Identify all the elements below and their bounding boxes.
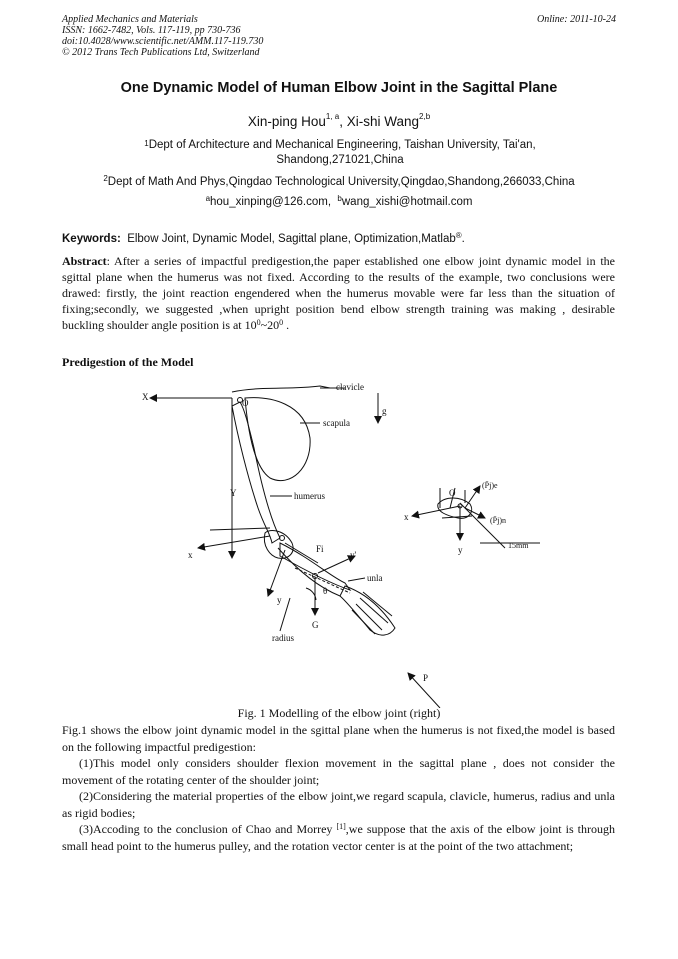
doi-line[interactable]: doi:10.4028/www.scientific.net/AMM.117-119.730 [62,36,264,47]
inset-label-O: O [449,488,456,498]
label-humerus: humerus [294,491,325,501]
label-y-prime: y' [350,550,357,560]
label-g: g [382,406,387,416]
inset-label-pe: (P̄j)e [482,481,498,490]
affiliation-2-text: Dept of Math And Phys,Qingdao Technological University,Qingdao,Shandong,266033,China [107,176,575,188]
label-radius: radius [272,633,294,643]
paragraph-1: Fig.1 shows the elbow joint dynamic model in the sgittal plane when the humerus is not fixed,the model is based on the following impactful predigestion: [62,723,615,754]
affiliation-1-text: Dept of Architecture and Mechanical Engineering, Taishan University, Tai'an, Shandong,271021,China [148,139,536,166]
author-1-sup: 1, a [325,112,340,121]
label-y: y [277,595,282,605]
email-a-sup: a [205,194,211,203]
issn-line: ISSN: 1662-7482, Vols. 117-119, pp 730-736 [62,25,241,36]
label-G: G [312,620,319,630]
citation-1[interactable]: [1] [336,822,346,831]
email-a[interactable]: hou_xinping@126.com, [210,196,332,208]
inset-elbow [438,498,472,518]
label-x: x [188,550,193,560]
author-separator: , [339,114,347,129]
abstract-mid: ~20 [260,318,280,332]
paragraph-4-a: (3)Accoding to the conclusion of Chao and Morrey [79,822,337,836]
clavicle-shape [232,386,330,392]
inset-label-pn: (P̄j)n [490,516,506,525]
label-P: P [423,673,429,683]
figure-elbow-model [120,378,640,708]
journal-name: Applied Mechanics and Materials [62,14,198,25]
hand-shape [340,586,395,635]
label-scapula: scapula [323,418,350,428]
inset-label-scale: 15mm [508,541,529,550]
elbow-diagram [120,378,640,708]
label-unla: unla [367,573,383,583]
scapula-shape [245,398,310,481]
copyright-line: © 2012 Trans Tech Publications Ltd, Switzerland [62,47,260,58]
keywords-label: Keywords: [62,233,121,245]
online-date: Online: 2011-10-24 [537,14,616,25]
author-2-sup: 2,b [419,112,431,121]
abstract-text: : After a series of impactful predigestion,the paper established one elbow joint dynamic model in the sgittal plane when the humerus was not fixed. According to the results of the example, two conclusions were drawed: firstly, the joint reaction engendered when the humerus movable were far less than the situation of fixing;secondly, we suggested ,when upright position bend elbow strength training was making , desirable buckling shoulder angle position is at 10 [62,254,615,332]
inset-label-y: y [458,545,463,555]
figure-caption: Fig. 1 Modelling of the elbow joint (right) [237,706,441,720]
abstract [62,253,615,333]
paper-title: One Dynamic Model of Human Elbow Joint in the Sagittal Plane [120,80,558,96]
author-2: Xi-shi Wang [346,114,420,129]
abstract-label: Abstract [62,254,107,268]
local-x-arrow [198,536,270,548]
affiliation-1-sup: 1 [144,139,149,148]
keywords-end: . [461,233,465,245]
inset-label-x: x [404,512,409,522]
label-Fi: Fi [316,544,324,554]
label-clavicle: clavicle [336,382,364,392]
paragraph-3: (2)Considering the material properties of the elbow joint,we regard scapula, clavicle, humerus, radius and unla as rigid bodies; [62,789,615,820]
running-header [62,14,616,58]
label-theta: θ [323,586,328,596]
keywords-reg: ® [455,231,462,240]
section-heading: Predigestion of the Model [62,355,194,369]
label-X: X [142,392,149,402]
inset-pe-arrow [465,486,480,508]
email-b[interactable]: wang_xishi@hotmail.com [341,196,473,208]
label-Y: Y [230,488,237,498]
affiliation-2 [0,176,678,188]
affiliation-1 [120,138,560,168]
fi-line [285,543,318,563]
label-O: O [242,398,249,408]
keywords [62,233,622,245]
paragraph-2: (1)This model only considers shoulder flexion movement in the sagittal plane , does not consider the movement of the rotating center of the shoulder joint; [62,756,615,787]
paragraph-4-b: ,we suppose that the axis of the elbow joint is through small head point to the humerus pulley, and the rotation vector center is at the point of the two attachment; [62,822,615,853]
email-line [0,196,678,208]
keywords-text: Elbow Joint, Dynamic Model, Sagittal plane, Optimization,Matlab [127,233,456,245]
paragraph-4 [62,821,615,854]
author-1: Xin-ping Hou [247,114,326,129]
email-b-sup: b [337,194,342,203]
author-line [0,114,678,129]
abstract-sup-1: 0 [256,318,261,327]
abstract-end: . [283,318,290,332]
humerus-shape [232,402,280,543]
affiliation-2-sup: 2 [103,174,108,183]
inset-x-arrow [412,506,460,516]
body-text [62,722,615,854]
abstract-sup-2: 0 [279,318,284,327]
